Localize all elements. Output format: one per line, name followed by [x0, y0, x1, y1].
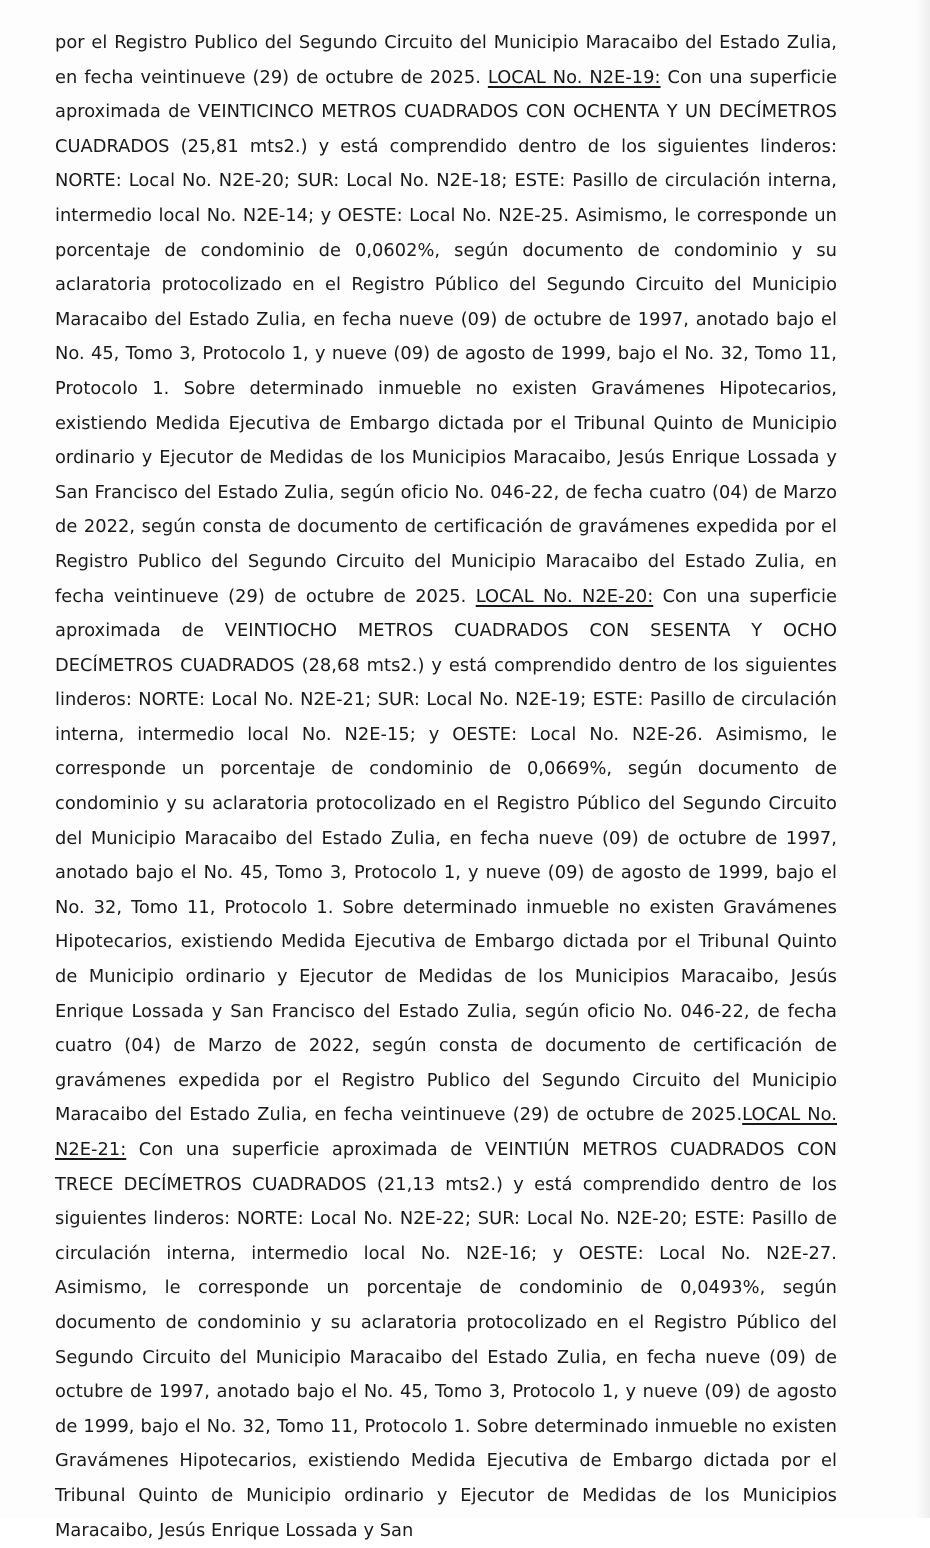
- local-n2e-20-heading: LOCAL No. N2E-20:: [475, 585, 654, 607]
- page-edge-shadow: [916, 0, 930, 1518]
- local-n2e-21-heading: LOCAL No. N2E-21:: [55, 1104, 837, 1160]
- text-segment-local-19: Con una superficie aproximada de VEINTICINCO METROS CUADRADOS CON OCHENTA Y UN DECÍMETROS CUADRADOS (25,81 mts2.) y está comprendido dentro de los siguientes linderos: NORTE: Local No. N2E-20; SUR: Local No. N2E-18; ESTE: Pasillo de circulación interna, intermedio local No. N2E-14; y OESTE: Local No. N2E-25. Asimismo, le corresponde un porcentaje de condominio de 0,0602%, según documento de condominio y su aclaratoria protocolizado en el Registro Público del Segundo Circuito del Municipio Maracaibo del Estado Zulia, en fecha nueve (09) de octubre de 1997, anotado bajo el No. 45, Tomo 3, Protocolo 1, y nueve (09) de agosto de 1999, bajo el No. 32, Tomo 11, Protocolo 1. Sobre determinado inmueble no existen Gravámenes Hipotecarios, existiendo Medida Ejecutiva de Embargo dictada por el Tribunal Quinto de Municipio ordinario y Ejecutor de Medidas de los Municipios Maracaibo, Jesús Enrique Lossada y San Francisco del Estado Zulia, según oficio No. 046-22, de fecha cuatro (04) de Marzo de 2022, según consta de documento de certificación de gravámenes expedida por el Registro Publico del Segundo Circuito del Municipio Maracaibo del Estado Zulia, en fecha veintinueve (29) de octubre de 2025.: [55, 66, 837, 607]
- text-segment-intro: por el Registro Publico del Segundo Circuito del Municipio Maracaibo del Estado Zulia, en fecha veintinueve (29) de octubre de 2025.: [55, 32, 837, 88]
- text-segment-local-21: Con una superficie aproximada de VEINTIÚN METROS CUADRADOS CON TRECE DECÍMETROS CUADRADOS (21,13 mts2.) y está comprendido dentro de los siguientes linderos: NORTE: Local No. N2E-22; SUR: Local No. N2E-20; ESTE: Pasillo de circulación interna, intermedio local No. N2E-16; y OESTE: Local No. N2E-27. Asimismo, le corresponde un porcentaje de condominio de 0,0493%, según documento de condominio y su aclaratoria protocolizado en el Registro Público del Segundo Circuito del Municipio Maracaibo del Estado Zulia, en fecha nueve (09) de octubre de 1997, anotado bajo el No. 45, Tomo 3, Protocolo 1, y nueve (09) de agosto de 1999, bajo el No. 32, Tomo 11, Protocolo 1. Sobre determinado inmueble no existen Gravámenes Hipotecarios, existiendo Medida Ejecutiva de Embargo dictada por el Tribunal Quinto de Municipio ordinario y Ejecutor de Medidas de los Municipios Maracaibo, Jesús Enrique Lossada y San: [55, 1139, 837, 1541]
- document-body-text: [55, 26, 837, 1548]
- text-segment-local-20: Con una superficie aproximada de VEINTIOCHO METROS CUADRADOS CON SESENTA Y OCHO DECÍMETROS CUADRADOS (28,68 mts2.) y está comprendido dentro de los siguientes linderos: NORTE: Local No. N2E-21; SUR: Local No. N2E-19; ESTE: Pasillo de circulación interna, intermedio local No. N2E-15; y OESTE: Local No. N2E-26. Asimismo, le corresponde un porcentaje de condominio de 0,0669%, según documento de condominio y su aclaratoria protocolizado en el Registro Público del Segundo Circuito del Municipio Maracaibo del Estado Zulia, en fecha nueve (09) de octubre de 1997, anotado bajo el No. 45, Tomo 3, Protocolo 1, y nueve (09) de agosto de 1999, bajo el No. 32, Tomo 11, Protocolo 1. Sobre determinado inmueble no existen Gravámenes Hipotecarios, existiendo Medida Ejecutiva de Embargo dictada por el Tribunal Quinto de Municipio ordinario y Ejecutor de Medidas de los Municipios Maracaibo, Jesús Enrique Lossada y San Francisco del Estado Zulia, según oficio No. 046-22, de fecha cuatro (04) de Marzo de 2022, según consta de documento de certificación de gravámenes expedida por el Registro Publico del Segundo Circuito del Municipio Maracaibo del Estado Zulia, en fecha veintinueve (29) de octubre de 2025.: [55, 585, 837, 1126]
- local-n2e-19-heading: LOCAL No. N2E-19:: [487, 66, 661, 88]
